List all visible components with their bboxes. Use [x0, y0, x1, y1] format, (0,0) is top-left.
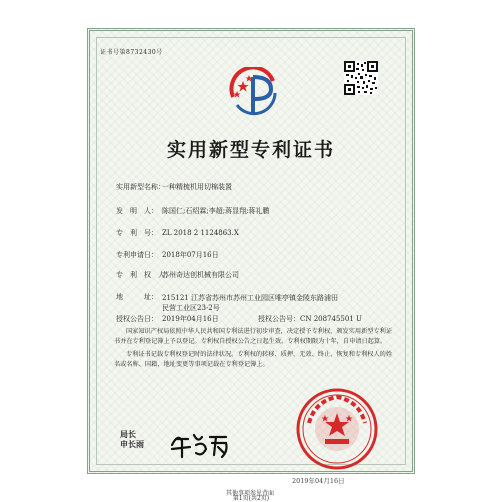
certificate-title: 实用新型专利证书 — [166, 139, 335, 161]
field-value: 一种精梳机用切棉装置 — [162, 183, 232, 191]
field-label: 专 利 权 人： — [116, 271, 172, 279]
field-utility-name — [116, 183, 232, 192]
qr-code-icon — [344, 61, 378, 95]
director-signature-icon — [168, 427, 230, 461]
address-line-1: 215121 江苏省苏州市苏州工业园区唯亭镇金陵东路浦田 — [162, 294, 338, 302]
body-paragraph: 国家知识产权局依照中华人民共和国专利法进行初步审查，决定授予专利权，颁发实用新型专利证书并在专利登记簿上予以登记。专利权自授权公告之日起生效。专利权期限为十年，自申请日起算。 — [114, 328, 393, 345]
field-patent-number — [116, 229, 239, 238]
field-filing-date — [116, 251, 219, 260]
field-value: 苏州奇达创机械有限公司 — [162, 271, 239, 279]
cnipa-logo-icon — [227, 67, 281, 119]
field-inventors — [116, 207, 269, 216]
field-label: 实用新型名称： — [116, 183, 165, 191]
director-title: 局长 申长雨 — [120, 429, 144, 449]
body-paragraph: 专利证书记载专利权登记时的法律状况。专利权的转移、质押、无效、终止、恢复和专利权人的姓名或名称、国籍、地址变更等事项记载在专利登记簿上。 — [114, 351, 393, 368]
field-address — [116, 293, 162, 302]
field-value: CN 208745501 U — [300, 315, 362, 323]
field-label: 专利申请日： — [116, 251, 158, 259]
field-patentee — [116, 271, 239, 280]
official-seal-icon — [295, 387, 379, 471]
certificate-body-text — [114, 327, 394, 373]
field-grant-number — [258, 315, 362, 324]
field-value: 陈国仁;石绍霖;李超;蒋显翔;蒋礼鹏 — [162, 207, 270, 215]
certificate-number: 证书号第8732430号 — [100, 49, 163, 56]
field-value: 2019年04月16日 — [162, 315, 219, 323]
field-value: ZL 2018 2 1124863.X — [162, 229, 239, 237]
field-label: 授权公告日： — [116, 315, 158, 323]
footer-note: 其他事项参见背面 — [225, 490, 274, 497]
field-label: 授权公告号： — [258, 315, 300, 323]
field-label: 专 利 号： — [116, 229, 158, 237]
field-label: 地 址： — [116, 293, 158, 301]
seal-date: 2019年04月16日 — [292, 477, 345, 485]
field-label: 发 明 人： — [116, 207, 158, 215]
address-value — [162, 293, 372, 313]
address-line-2: 民营工业区23-2号 — [162, 304, 220, 312]
field-grant-date — [116, 315, 219, 324]
page-number: 第1页(共2页) — [232, 495, 270, 502]
field-value: 2018年07月16日 — [162, 251, 219, 259]
